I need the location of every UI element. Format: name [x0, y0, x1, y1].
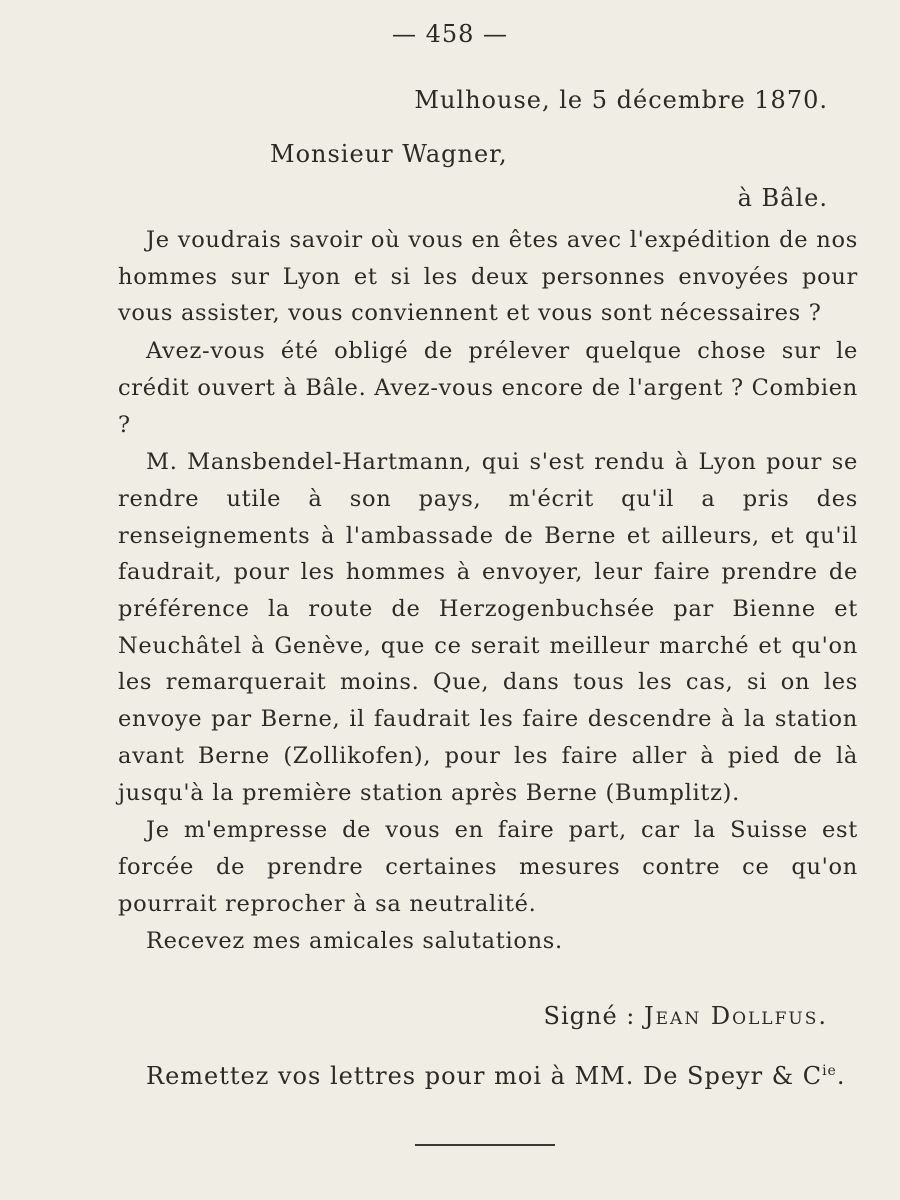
- postscript-end: .: [836, 1062, 846, 1090]
- letter-salutation: Monsieur Wagner,: [270, 140, 508, 168]
- postscript-superscript: ie: [822, 1063, 837, 1079]
- letter-body: [118, 222, 858, 961]
- paragraph-3: M. Mansbendel-Hartmann, qui s'est rendu à Lyon pour se rendre utile à son pays, m'écrit qu'il a pris des renseignements à l'ambassade de Berne et ailleurs, et qu'il faudrait, pour les hommes à envoyer, leur faire prendre de préférence la route de Herzogenbuchsée par Bienne et Neuchâtel à Genève, que ce serait meilleur marché et qu'on les remarquerait moins. Que, dans tous les cas, si on les envoye par Berne, il faudrait les faire descendre à la station avant Berne (Zollikofen), pour les faire aller à pied de là jusqu'à la première station après Berne (Bumplitz).: [118, 449, 858, 806]
- paragraph-1: Je voudrais savoir où vous en êtes avec l'expédition de nos hommes sur Lyon et si les deux personnes envoyées pour vous assister, vous conviennent et vous sont nécessaires ?: [118, 227, 858, 327]
- letter-signature: [544, 1002, 828, 1030]
- postscript-text: Remettez vos lettres pour moi à MM. De Speyr & C: [146, 1062, 823, 1090]
- letter-postscript: [146, 1062, 866, 1090]
- page-number: — 458 —: [391, 20, 509, 48]
- paragraph-2: Avez-vous été obligé de prélever quelque chose sur le crédit ouvert à Bâle. Avez-vous encore de l'argent ? Combien ?: [118, 338, 858, 438]
- letter-dateline: Mulhouse, le 5 décembre 1870.: [414, 86, 828, 114]
- paragraph-4: Je m'empresse de vous en faire part, car la Suisse est forcée de prendre certaines mesures contre ce qu'on pourrait reprocher à sa neutralité.: [118, 817, 858, 917]
- recipient-place: à Bâle.: [737, 184, 828, 212]
- signature-prefix: Signé :: [543, 1002, 636, 1030]
- paragraph-5: Recevez mes amicales salutations.: [146, 928, 563, 955]
- signature-name: Jean Dollfus.: [644, 1002, 828, 1030]
- closing-rule: [415, 1144, 555, 1146]
